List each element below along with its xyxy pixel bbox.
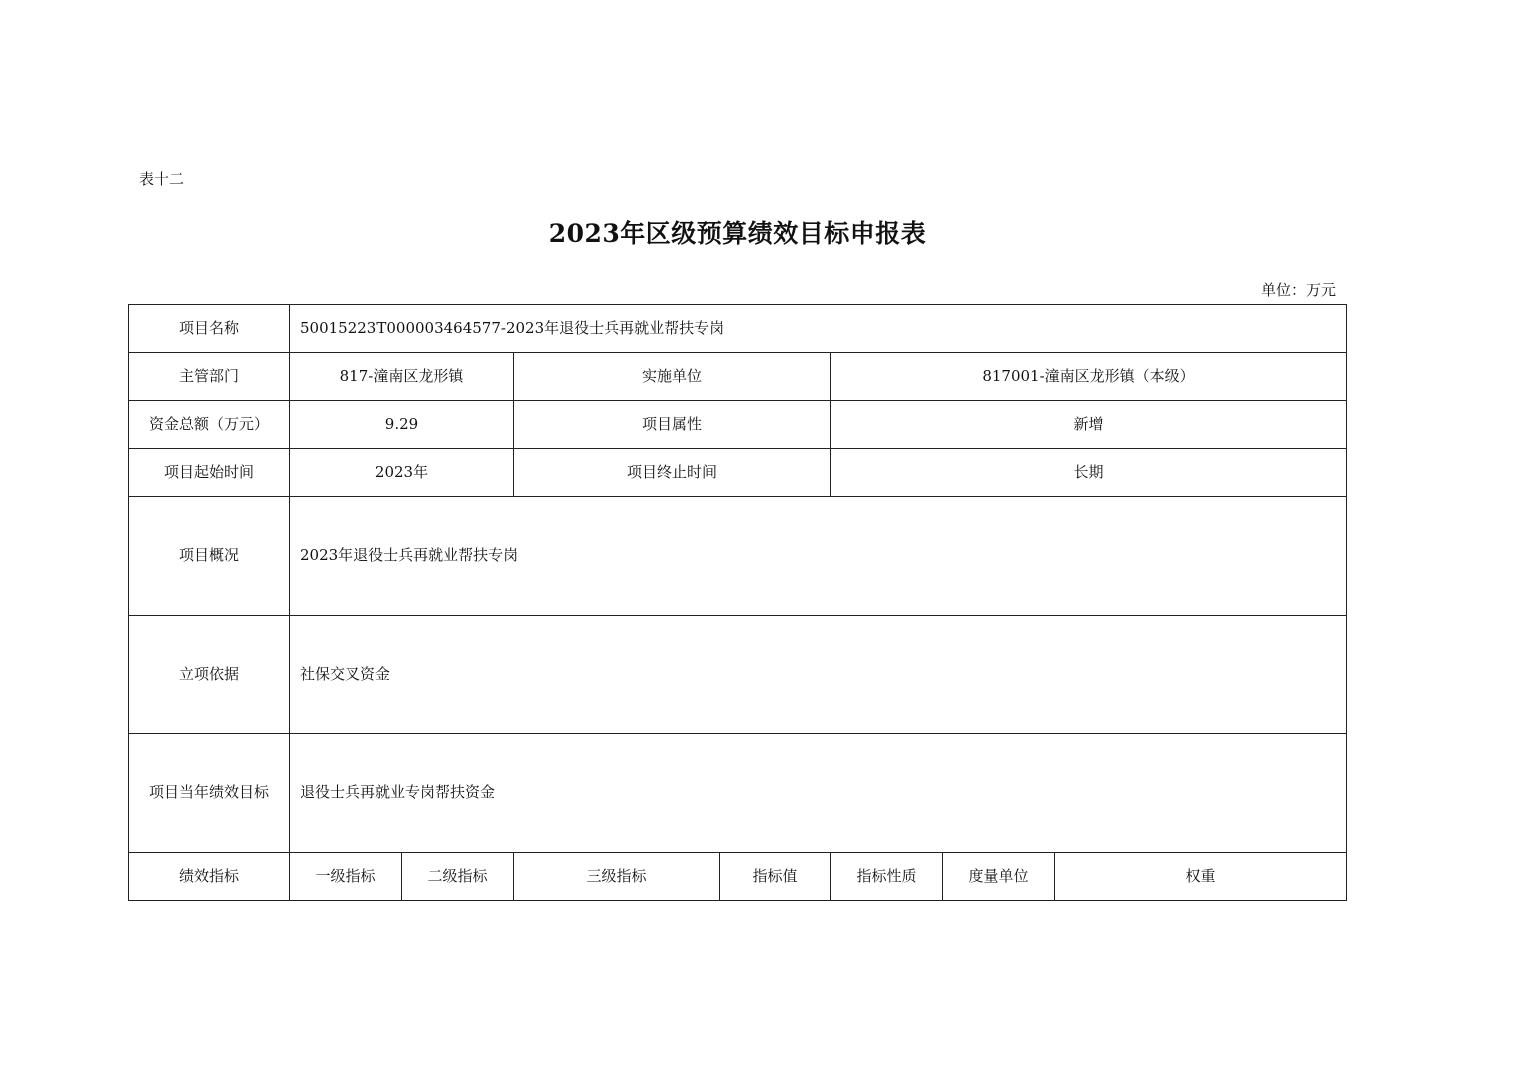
budget-form-table bbox=[128, 304, 1347, 901]
goal-value: 退役士兵再就业专岗帮扶资金 bbox=[289, 733, 1347, 853]
impl-unit-label: 实施单位 bbox=[513, 352, 831, 401]
goal-label: 项目当年绩效目标 bbox=[128, 733, 290, 853]
page-title: 2023年区级预算绩效目标申报表 bbox=[548, 219, 927, 248]
end-label: 项目终止时间 bbox=[513, 448, 831, 497]
basis-value: 社保交叉资金 bbox=[289, 615, 1347, 734]
attr-value: 新增 bbox=[830, 400, 1347, 449]
indicators-label: 绩效指标 bbox=[128, 852, 290, 901]
level3-indicator-header: 三级指标 bbox=[513, 852, 720, 901]
project-name-label: 项目名称 bbox=[128, 304, 290, 353]
level2-indicator-header: 二级指标 bbox=[401, 852, 514, 901]
total-funds-value: 9.29 bbox=[289, 400, 514, 449]
end-value: 长期 bbox=[830, 448, 1347, 497]
basis-label: 立项依据 bbox=[128, 615, 290, 734]
impl-unit-value: 817001-潼南区龙形镇（本级） bbox=[830, 352, 1347, 401]
indicator-value-header: 指标值 bbox=[719, 852, 831, 901]
overview-label: 项目概况 bbox=[128, 496, 290, 616]
total-funds-label: 资金总额（万元） bbox=[128, 400, 290, 449]
level1-indicator-header: 一级指标 bbox=[289, 852, 402, 901]
dept-label: 主管部门 bbox=[128, 352, 290, 401]
indicator-nature-header: 指标性质 bbox=[830, 852, 943, 901]
start-label: 项目起始时间 bbox=[128, 448, 290, 497]
weight-header: 权重 bbox=[1054, 852, 1347, 901]
attr-label: 项目属性 bbox=[513, 400, 831, 449]
start-value: 2023年 bbox=[289, 448, 514, 497]
overview-value: 2023年退役士兵再就业帮扶专岗 bbox=[289, 496, 1347, 616]
measure-unit-header: 度量单位 bbox=[942, 852, 1055, 901]
table-number: 表十二 bbox=[139, 170, 185, 188]
unit-note: 单位：万元 bbox=[1260, 281, 1336, 299]
project-name-value: 50015223T000003464577-2023年退役士兵再就业帮扶专岗 bbox=[289, 304, 1347, 353]
dept-value: 817-潼南区龙形镇 bbox=[289, 352, 514, 401]
